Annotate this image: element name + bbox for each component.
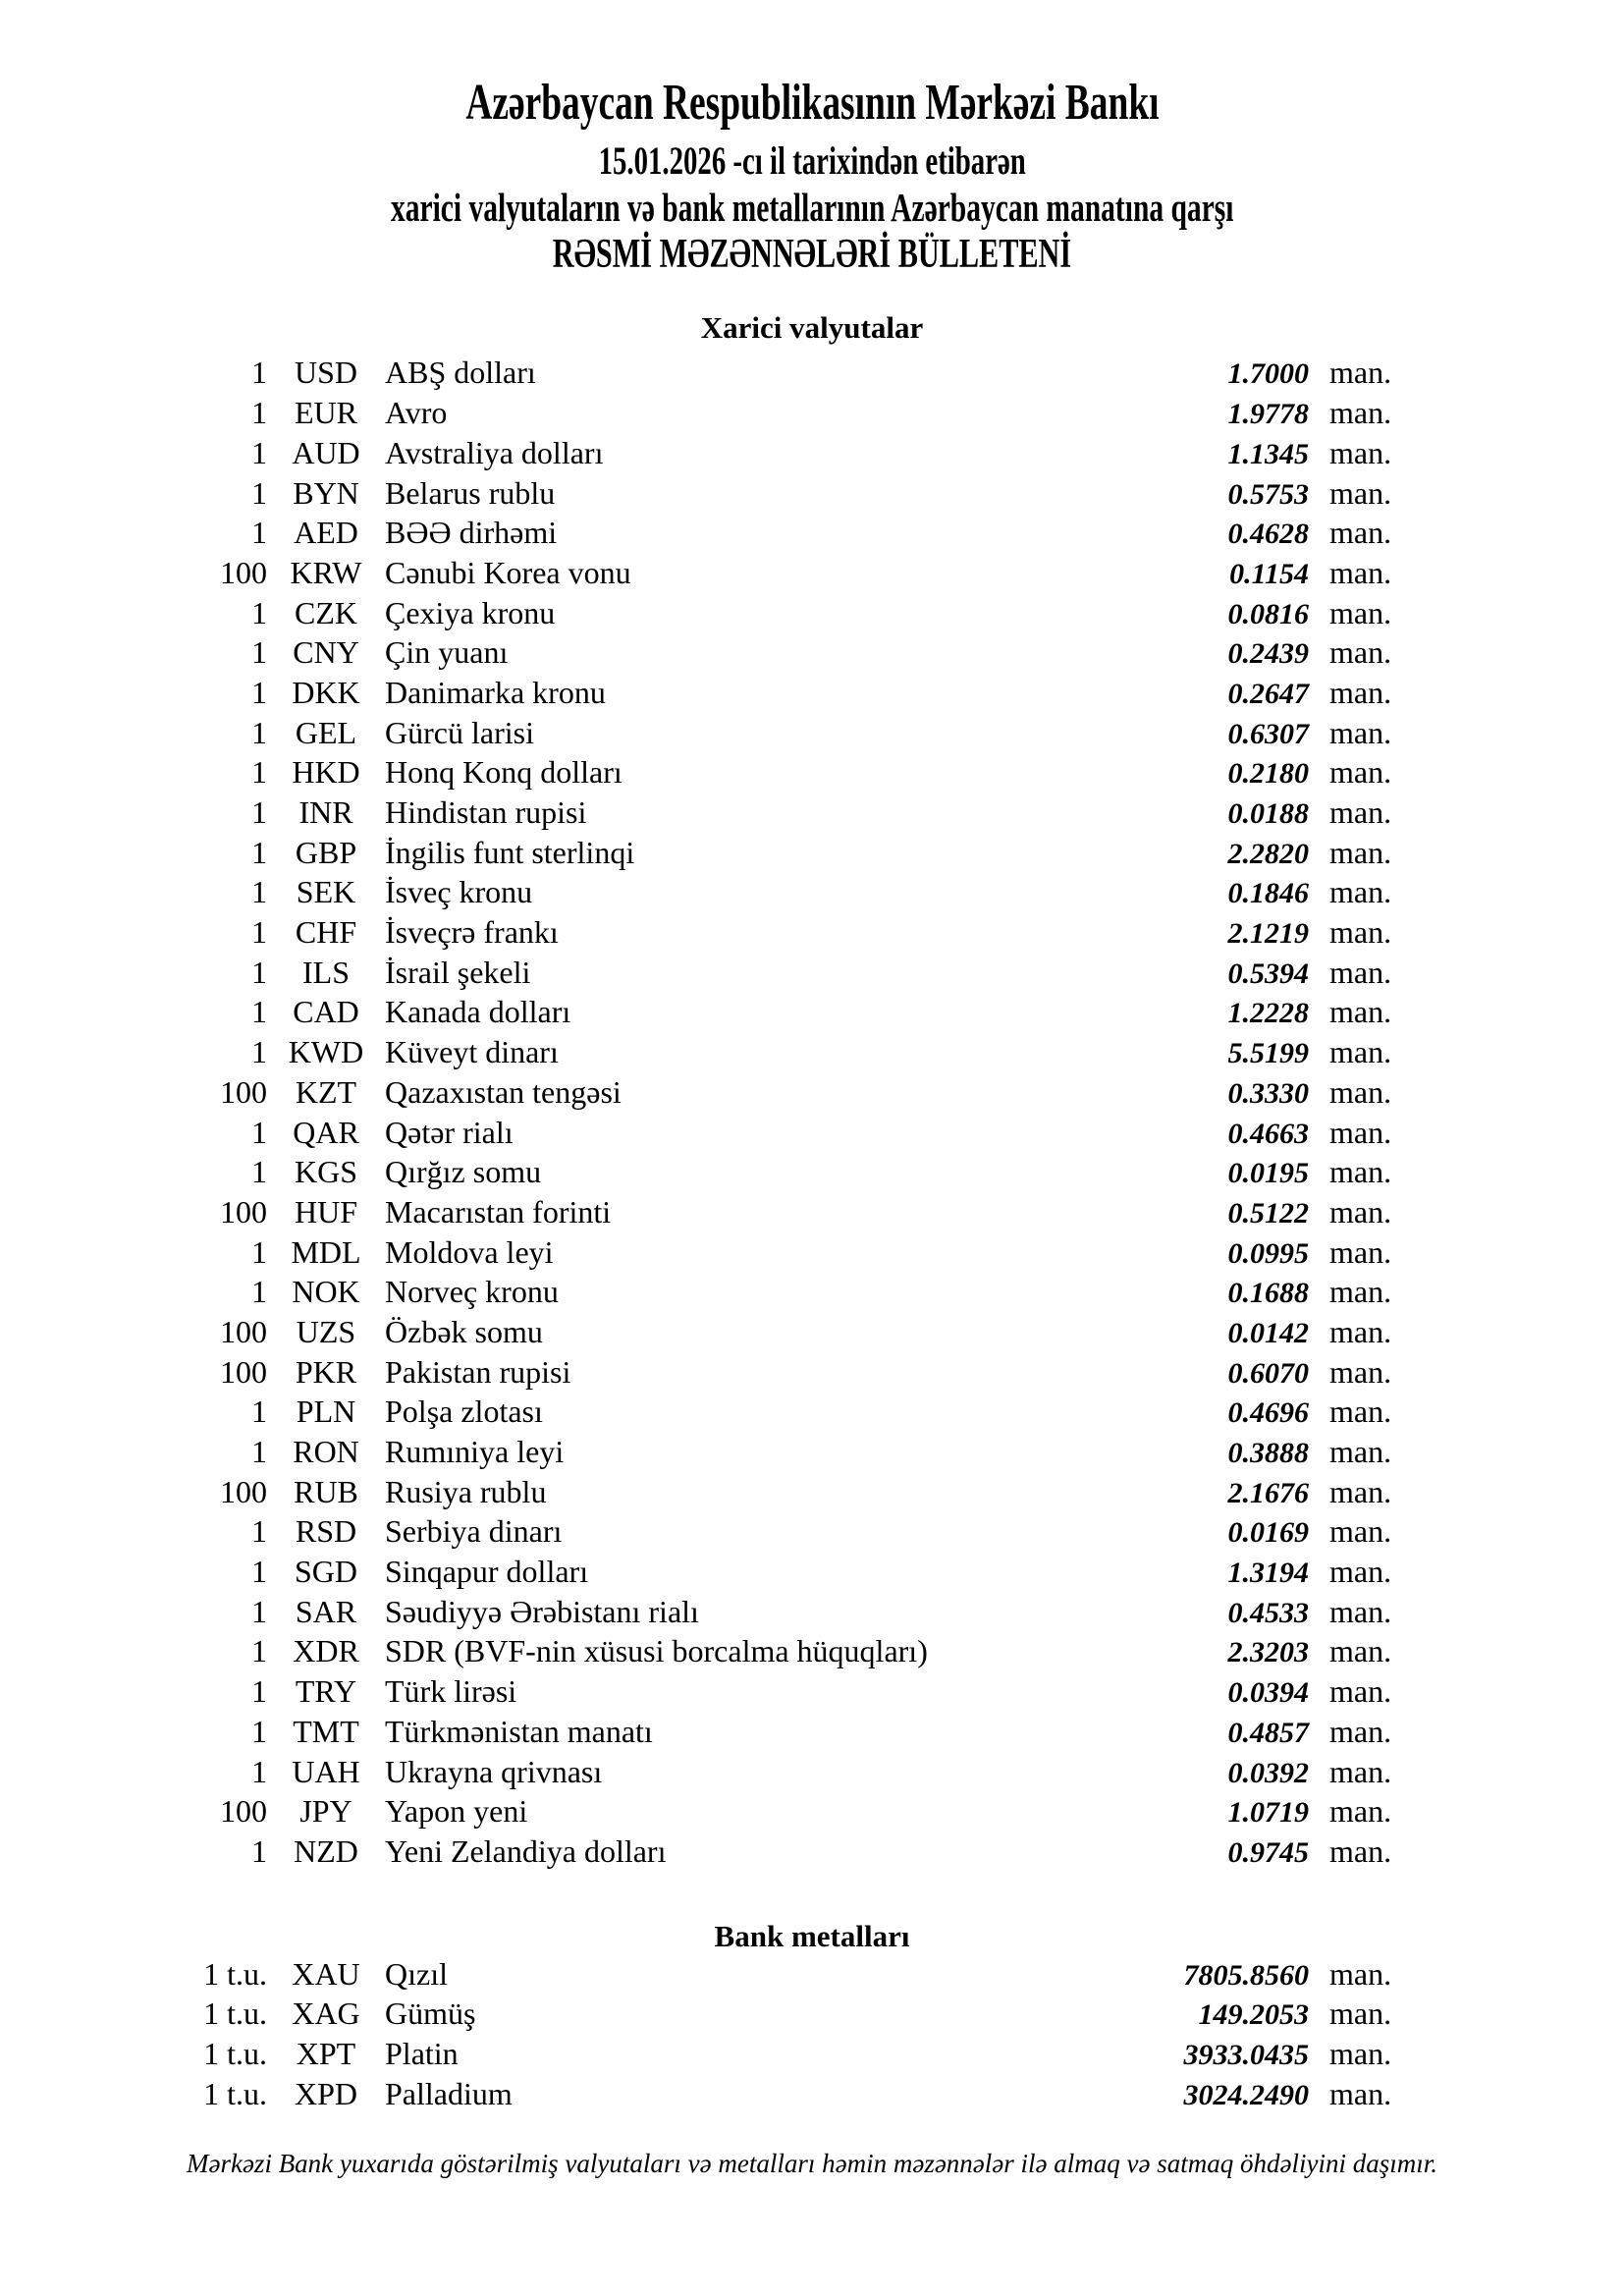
currency-name-cell: Yapon yeni: [385, 1793, 528, 1830]
currency-name-cell: Serbiya dinarı: [385, 1513, 563, 1550]
currency-row: [0, 515, 1624, 555]
currency-code-cell: XDR: [293, 1633, 359, 1669]
rate-cell: 0.4663: [1227, 1117, 1309, 1150]
quantity-cell: 1: [251, 1034, 267, 1070]
unit-cell: man.: [1329, 1633, 1392, 1669]
rate-cell: 0.0188: [1227, 797, 1309, 831]
currency-name-cell: Honq Konq dolları: [385, 754, 623, 791]
unit-cell: man.: [1329, 1313, 1392, 1349]
unit-cell: man.: [1329, 1955, 1392, 1992]
currency-name-cell: SDR (BVF-nin xüsusi borcalma hüquqları): [385, 1633, 928, 1669]
unit-cell: man.: [1329, 1473, 1392, 1509]
unit-cell: man.: [1329, 794, 1392, 831]
currency-name-cell: Polşa zlotası: [385, 1394, 543, 1430]
metal-code-cell: XPT: [296, 2035, 356, 2071]
unit-cell: man.: [1329, 1274, 1392, 1310]
rate-cell: 0.4696: [1227, 1396, 1309, 1430]
currency-name-cell: Rusiya rublu: [385, 1473, 547, 1509]
currency-name-cell: Rumıniya leyi: [385, 1434, 565, 1470]
unit-cell: man.: [1329, 395, 1392, 431]
rate-cell: 0.2180: [1227, 757, 1309, 791]
rate-cell: 0.0816: [1227, 597, 1309, 630]
currency-name-cell: ABŞ dolları: [385, 355, 536, 391]
unit-cell: man.: [1329, 1713, 1392, 1749]
currency-row: [0, 1234, 1624, 1275]
rate-cell: 0.4533: [1227, 1596, 1309, 1629]
currency-code-cell: QAR: [293, 1114, 359, 1150]
unit-cell: man.: [1329, 954, 1392, 990]
quantity-cell: 1: [251, 714, 267, 750]
rate-cell: 0.1846: [1227, 877, 1309, 910]
rate-cell: 1.2228: [1227, 997, 1309, 1030]
currency-row: [0, 395, 1624, 435]
unit-cell: man.: [1329, 1073, 1392, 1110]
currency-name-cell: İsveçrə frankı: [385, 914, 559, 951]
currency-row: [0, 1034, 1624, 1074]
currency-code-cell: KZT: [295, 1073, 357, 1110]
quantity-cell: 1: [251, 754, 267, 791]
currency-code-cell: UZS: [296, 1313, 356, 1349]
currency-code-cell: JPY: [299, 1793, 352, 1830]
rate-cell: 149.2053: [1198, 1998, 1309, 2032]
currency-name-cell: Kanada dolları: [385, 994, 571, 1030]
currency-code-cell: NZD: [294, 1832, 358, 1869]
rate-cell: 3024.2490: [1183, 2078, 1309, 2111]
unit-cell: man.: [1329, 594, 1392, 630]
currency-name-cell: Belarus rublu: [385, 474, 556, 511]
currency-row: [0, 1513, 1624, 1554]
currency-name-cell: Küveyt dinarı: [385, 1034, 559, 1070]
quantity-cell: 1: [251, 994, 267, 1030]
unit-cell: man.: [1329, 994, 1392, 1030]
rate-cell: 1.1345: [1227, 437, 1309, 470]
currency-row: [0, 1115, 1624, 1155]
unit-cell: man.: [1329, 1793, 1392, 1830]
quantity-cell: 1: [251, 1633, 267, 1669]
currency-code-cell: DKK: [292, 674, 360, 710]
unit-cell: man.: [1329, 754, 1392, 791]
quantity-cell: 100: [220, 1193, 267, 1230]
currency-name-cell: BƏƏ dirhəmi: [385, 515, 558, 551]
currency-name-cell: Hindistan rupisi: [385, 794, 587, 831]
currency-row: [0, 1074, 1624, 1115]
quantity-cell: 1: [251, 634, 267, 671]
metal-row: [0, 2076, 1624, 2116]
rate-cell: 0.1154: [1229, 557, 1309, 590]
rate-cell: 0.0394: [1227, 1676, 1309, 1710]
rate-cell: 0.2439: [1227, 637, 1309, 671]
currency-row: [0, 475, 1624, 516]
quantity-cell: 1: [251, 594, 267, 630]
quantity-cell: 1: [251, 1513, 267, 1550]
unit-cell: man.: [1329, 1832, 1392, 1869]
quantity-cell: 1 t.u.: [203, 1955, 267, 1992]
currency-row: [0, 435, 1624, 475]
currency-code-cell: HKD: [292, 754, 360, 791]
currency-row: [0, 1354, 1624, 1394]
currency-name-cell: Gürcü larisi: [385, 714, 534, 750]
metal-name-cell: Qızıl: [385, 1955, 448, 1992]
currency-name-cell: Türk lirəsi: [385, 1673, 517, 1710]
currency-name-cell: Ukrayna qrivnası: [385, 1753, 603, 1789]
currency-code-cell: SGD: [294, 1554, 357, 1590]
unit-cell: man.: [1329, 1554, 1392, 1590]
currency-row: [0, 715, 1624, 755]
quantity-cell: 1 t.u.: [203, 1995, 267, 2032]
currency-name-cell: Çin yuanı: [385, 634, 509, 671]
currency-row: [0, 1154, 1624, 1194]
rate-cell: 5.5199: [1227, 1037, 1309, 1070]
quantity-cell: 100: [220, 1073, 267, 1110]
currency-row: [0, 874, 1624, 914]
currency-name-cell: Moldova leyi: [385, 1233, 554, 1270]
currency-code-cell: CNY: [293, 634, 359, 671]
metal-row: [0, 1956, 1624, 1996]
quantity-cell: 1: [251, 1274, 267, 1310]
currency-code-cell: UAH: [292, 1753, 360, 1789]
unit-cell: man.: [1329, 874, 1392, 910]
unit-cell: man.: [1329, 2075, 1392, 2111]
currency-code-cell: GEL: [295, 714, 357, 750]
unit-cell: man.: [1329, 1753, 1392, 1789]
unit-cell: man.: [1329, 834, 1392, 870]
rate-cell: 2.1219: [1227, 917, 1309, 951]
quantity-cell: 1: [251, 1114, 267, 1150]
bulletin-subtitle-text: xarici valyutaların və bank metallarının Azərbaycan manatına qarşı: [390, 185, 1234, 231]
unit-cell: man.: [1329, 1193, 1392, 1230]
rate-cell: 0.6070: [1227, 1356, 1309, 1390]
rate-cell: 0.3888: [1227, 1437, 1309, 1470]
quantity-cell: 1: [251, 434, 267, 470]
rate-cell: 0.2647: [1227, 677, 1309, 710]
bulletin-title: [0, 232, 1624, 277]
currency-code-cell: AED: [294, 515, 358, 551]
currency-code-cell: KWD: [288, 1034, 364, 1070]
currency-name-cell: Avstraliya dolları: [385, 434, 604, 470]
quantity-cell: 1: [251, 1753, 267, 1789]
currency-row: [0, 1833, 1624, 1874]
currency-name-cell: Türkmənistan manatı: [385, 1713, 653, 1749]
currency-name-cell: Özbək somu: [385, 1313, 543, 1349]
quantity-cell: 1: [251, 1154, 267, 1190]
metal-name-cell: Platin: [385, 2035, 459, 2071]
rate-cell: 0.5394: [1227, 957, 1309, 990]
currency-code-cell: RON: [293, 1434, 359, 1470]
quantity-cell: 100: [220, 1353, 267, 1390]
currency-row: [0, 675, 1624, 715]
currency-name-cell: Danimarka kronu: [385, 674, 606, 710]
quantity-cell: 1 t.u.: [203, 2035, 267, 2071]
quantity-cell: 1: [251, 355, 267, 391]
currency-row: [0, 1673, 1624, 1714]
currency-code-cell: SAR: [295, 1593, 357, 1629]
currency-row: [0, 1793, 1624, 1833]
rate-cell: 2.2820: [1227, 837, 1309, 870]
unit-cell: man.: [1329, 1233, 1392, 1270]
quantity-cell: 1 t.u.: [203, 2075, 267, 2111]
rate-cell: 0.0392: [1227, 1756, 1309, 1789]
currency-row: [0, 1714, 1624, 1754]
quantity-cell: 1: [251, 1554, 267, 1590]
currency-row: [0, 1434, 1624, 1474]
quantity-cell: 1: [251, 1593, 267, 1629]
metals-table: [0, 1956, 1624, 2116]
quantity-cell: 1: [251, 1673, 267, 1710]
currency-name-cell: İsrail şekeli: [385, 954, 531, 990]
currency-code-cell: TRY: [295, 1673, 357, 1710]
unit-cell: man.: [1329, 1034, 1392, 1070]
quantity-cell: 100: [220, 1793, 267, 1830]
currency-row: [0, 1474, 1624, 1514]
bulletin-title-text: RƏSMİ MƏZƏNNƏLƏRİ BÜLLETENİ: [552, 232, 1072, 278]
quantity-cell: 1: [251, 1434, 267, 1470]
currency-code-cell: KRW: [290, 554, 362, 590]
foreign-currencies-heading: Xarici valyutalar: [700, 310, 924, 346]
currency-code-cell: CHF: [295, 914, 357, 951]
unit-cell: man.: [1329, 474, 1392, 511]
currency-name-cell: Cənubi Korea vonu: [385, 554, 631, 590]
metal-code-cell: XPD: [294, 2075, 357, 2111]
unit-cell: man.: [1329, 1995, 1392, 2032]
bank-metals-heading: Bank metalları: [714, 1918, 910, 1953]
quantity-cell: 100: [220, 554, 267, 590]
quantity-cell: 1: [251, 1713, 267, 1749]
currency-code-cell: USD: [294, 355, 357, 391]
unit-cell: man.: [1329, 355, 1392, 391]
rate-cell: 0.5753: [1227, 477, 1309, 511]
currency-code-cell: RUB: [294, 1473, 358, 1509]
currency-row: [0, 794, 1624, 835]
currency-row: [0, 955, 1624, 995]
unit-cell: man.: [1329, 1114, 1392, 1150]
rate-cell: 7805.8560: [1183, 1958, 1309, 1992]
unit-cell: man.: [1329, 1154, 1392, 1190]
currency-row: [0, 994, 1624, 1034]
currency-table: [0, 355, 1624, 1873]
currency-row: [0, 1314, 1624, 1354]
rate-cell: 1.7000: [1227, 357, 1309, 391]
currency-code-cell: CAD: [293, 994, 359, 1030]
rate-cell: 1.3194: [1227, 1557, 1309, 1590]
unit-cell: man.: [1329, 674, 1392, 710]
currency-name-cell: Qazaxıstan tengəsi: [385, 1073, 622, 1110]
currency-code-cell: CZK: [295, 594, 357, 630]
rate-cell: 0.9745: [1227, 1835, 1309, 1869]
currency-row: [0, 914, 1624, 955]
currency-name-cell: Qırğız somu: [385, 1154, 542, 1190]
quantity-cell: 100: [220, 1473, 267, 1509]
effective-date-text: 15.01.2026 -cı il tarixindən etibarən: [598, 138, 1026, 184]
currency-row: [0, 754, 1624, 794]
metal-row: [0, 2036, 1624, 2076]
obligation-note: Mərkəzi Bank yuxarıda göstərilmiş valyutaları və metalları həmin məzənnələr ilə almaq və satmaq öhdəliyini daşımır.: [186, 2149, 1437, 2179]
currency-code-cell: TMT: [293, 1713, 359, 1749]
bulletin-subtitle: [0, 186, 1624, 230]
currency-name-cell: İsveç kronu: [385, 874, 533, 910]
unit-cell: man.: [1329, 1353, 1392, 1390]
unit-cell: man.: [1329, 634, 1392, 671]
unit-cell: man.: [1329, 2035, 1392, 2071]
rate-cell: 2.3203: [1227, 1636, 1309, 1669]
currency-code-cell: RSD: [295, 1513, 357, 1550]
currency-code-cell: GBP: [295, 834, 357, 870]
unit-cell: man.: [1329, 1513, 1392, 1550]
currency-code-cell: MDL: [291, 1233, 361, 1270]
unit-cell: man.: [1329, 914, 1392, 951]
unit-cell: man.: [1329, 1394, 1392, 1430]
currency-row: [0, 1594, 1624, 1634]
quantity-cell: 1: [251, 474, 267, 511]
currency-name-cell: Qətər rialı: [385, 1114, 514, 1150]
quantity-cell: 1: [251, 874, 267, 910]
unit-cell: man.: [1329, 1593, 1392, 1629]
quantity-cell: 1: [251, 1832, 267, 1869]
unit-cell: man.: [1329, 434, 1392, 470]
rate-cell: 1.0719: [1227, 1796, 1309, 1830]
currency-code-cell: AUD: [292, 434, 360, 470]
currency-row: [0, 355, 1624, 395]
quantity-cell: 1: [251, 914, 267, 951]
quantity-cell: 1: [251, 954, 267, 990]
currency-code-cell: PKR: [295, 1353, 357, 1390]
currency-code-cell: BYN: [293, 474, 359, 511]
currency-code-cell: HUF: [294, 1193, 357, 1230]
page-title: [0, 75, 1624, 131]
rate-cell: 1.9778: [1227, 398, 1309, 431]
currency-row: [0, 634, 1624, 675]
currency-code-cell: SEK: [296, 874, 356, 910]
currency-row: [0, 555, 1624, 595]
rate-cell: 0.0995: [1227, 1236, 1309, 1270]
quantity-cell: 1: [251, 1233, 267, 1270]
rate-cell: 0.3330: [1227, 1076, 1309, 1110]
currency-row: [0, 1394, 1624, 1434]
unit-cell: man.: [1329, 714, 1392, 750]
currency-row: [0, 1274, 1624, 1314]
rate-cell: 2.1676: [1227, 1476, 1309, 1509]
quantity-cell: 1: [251, 834, 267, 870]
currency-row: [0, 1754, 1624, 1794]
rate-cell: 0.6307: [1227, 717, 1309, 750]
currency-name-cell: Səudiyyə Ərəbistanı rialı: [385, 1593, 699, 1629]
unit-cell: man.: [1329, 554, 1392, 590]
currency-code-cell: NOK: [292, 1274, 360, 1310]
currency-name-cell: Macarıstan forinti: [385, 1193, 612, 1230]
currency-name-cell: Avro: [385, 395, 448, 431]
currency-name-cell: Norveç kronu: [385, 1274, 559, 1310]
metal-name-cell: Gümüş: [385, 1995, 476, 2032]
currency-name-cell: Sinqapur dolları: [385, 1554, 589, 1590]
quantity-cell: 1: [251, 1394, 267, 1430]
effective-date-line: [0, 139, 1624, 183]
unit-cell: man.: [1329, 515, 1392, 551]
unit-cell: man.: [1329, 1673, 1392, 1710]
currency-row: [0, 1633, 1624, 1673]
quantity-cell: 1: [251, 395, 267, 431]
bank-name-text: Azərbaycan Respublikasının Mərkəzi Bankı: [464, 75, 1160, 131]
rate-cell: 0.0169: [1227, 1516, 1309, 1550]
unit-cell: man.: [1329, 1434, 1392, 1470]
currency-row: [0, 1554, 1624, 1594]
rate-cell: 0.1688: [1227, 1277, 1309, 1310]
currency-name-cell: Yeni Zelandiya dolları: [385, 1832, 667, 1869]
currency-code-cell: INR: [298, 794, 353, 831]
currency-code-cell: ILS: [302, 954, 350, 990]
currency-row: [0, 595, 1624, 635]
currency-name-cell: İngilis funt sterlinqi: [385, 834, 635, 870]
rate-cell: 0.4628: [1227, 518, 1309, 551]
currency-code-cell: PLN: [296, 1394, 356, 1430]
quantity-cell: 1: [251, 674, 267, 710]
metal-code-cell: XAU: [292, 1955, 360, 1992]
currency-row: [0, 1194, 1624, 1234]
quantity-cell: 1: [251, 794, 267, 831]
rate-cell: 0.5122: [1227, 1196, 1309, 1230]
currency-row: [0, 835, 1624, 875]
rate-cell: 0.0142: [1227, 1316, 1309, 1349]
currency-name-cell: Çexiya kronu: [385, 594, 556, 630]
currency-code-cell: KGS: [294, 1154, 357, 1190]
metal-name-cell: Palladium: [385, 2075, 513, 2111]
rate-cell: 3933.0435: [1183, 2038, 1309, 2071]
quantity-cell: 100: [220, 1313, 267, 1349]
rate-cell: 0.0195: [1227, 1157, 1309, 1190]
quantity-cell: 1: [251, 515, 267, 551]
currency-code-cell: EUR: [295, 395, 357, 431]
currency-name-cell: Pakistan rupisi: [385, 1353, 571, 1390]
metal-code-cell: XAG: [292, 1995, 360, 2032]
rate-cell: 0.4857: [1227, 1716, 1309, 1749]
metal-row: [0, 1995, 1624, 2036]
